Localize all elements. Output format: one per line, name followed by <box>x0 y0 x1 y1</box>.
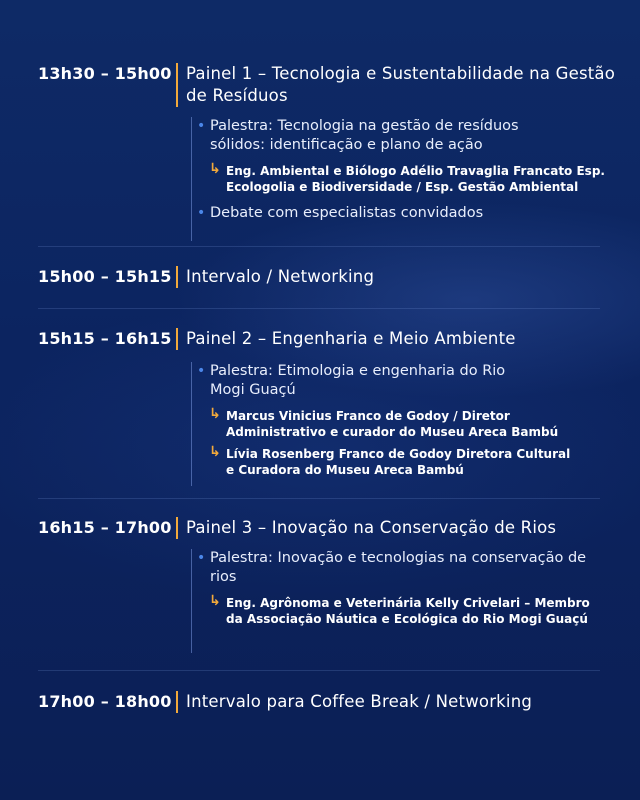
talk-title: Palestra: Tecnologia na gestão de resíduos sólidos: identificação e plano de ação <box>210 118 519 153</box>
session-details <box>191 117 612 241</box>
talk-title: Palestra: Etimologia e engenharia do Rio Mogi Guaçú <box>210 363 506 398</box>
speaker-name: Lívia Rosenberg Franco de Godoy Diretora Cultural e Curadora do Museu Areca Bambú <box>226 447 571 477</box>
session-title: Intervalo para Coffee Break / Networking <box>176 691 616 713</box>
time-range: 13h30 – 15h00 <box>38 64 172 83</box>
session-title: Intervalo / Networking <box>176 266 616 288</box>
arrow-return-right-icon: ↳ <box>209 161 221 177</box>
speaker-item <box>192 446 571 478</box>
divider <box>38 670 600 671</box>
speaker-item <box>192 595 591 627</box>
arrow-return-right-icon: ↳ <box>209 406 221 422</box>
bullet-dot-icon: • <box>197 205 206 221</box>
session-details <box>191 362 612 486</box>
speaker-name: Eng. Ambiental e Biólogo Adélio Travaglia Francato Esp. Ecologolia e Biodiversidade / Esp. Gestão Ambiental <box>226 164 605 194</box>
talk-title: Palestra: Inovação e tecnologias na conservação de rios <box>210 550 587 585</box>
speaker-item <box>192 408 571 440</box>
talk-item <box>192 362 530 400</box>
bullet-dot-icon: • <box>197 118 206 134</box>
session-title: Painel 3 – Inovação na Conservação de Rios <box>176 517 616 539</box>
talk-item <box>192 117 555 155</box>
speaker-name: Eng. Agrônoma e Veterinária Kelly Crivelari – Membro da Associação Náutica e Ecológica do Rio Mogi Guaçú <box>226 596 590 626</box>
time-range: 17h00 – 18h00 <box>38 692 172 711</box>
bullet-dot-icon: • <box>197 550 206 566</box>
talk-title: Debate com especialistas convidados <box>210 205 484 221</box>
time-range: 15h00 – 15h15 <box>38 267 172 286</box>
speaker-item <box>192 163 606 195</box>
speaker-name: Marcus Vinicius Franco de Godoy / Diretor Administrativo e curador do Museu Areca Bambú <box>226 409 559 439</box>
divider <box>38 498 600 499</box>
divider <box>38 308 600 309</box>
time-range: 15h15 – 16h15 <box>38 329 172 348</box>
divider <box>38 246 600 247</box>
bullet-dot-icon: • <box>197 363 206 379</box>
talk-item <box>192 549 605 587</box>
session-title: Painel 2 – Engenharia e Meio Ambiente <box>176 328 616 350</box>
session-title: Painel 1 – Tecnologia e Sustentabilidade na Gestão de Resíduos <box>176 63 616 107</box>
talk-item <box>192 204 612 223</box>
arrow-return-right-icon: ↳ <box>209 593 221 609</box>
time-range: 16h15 – 17h00 <box>38 518 172 537</box>
arrow-return-right-icon: ↳ <box>209 444 221 460</box>
session-details <box>191 549 612 653</box>
